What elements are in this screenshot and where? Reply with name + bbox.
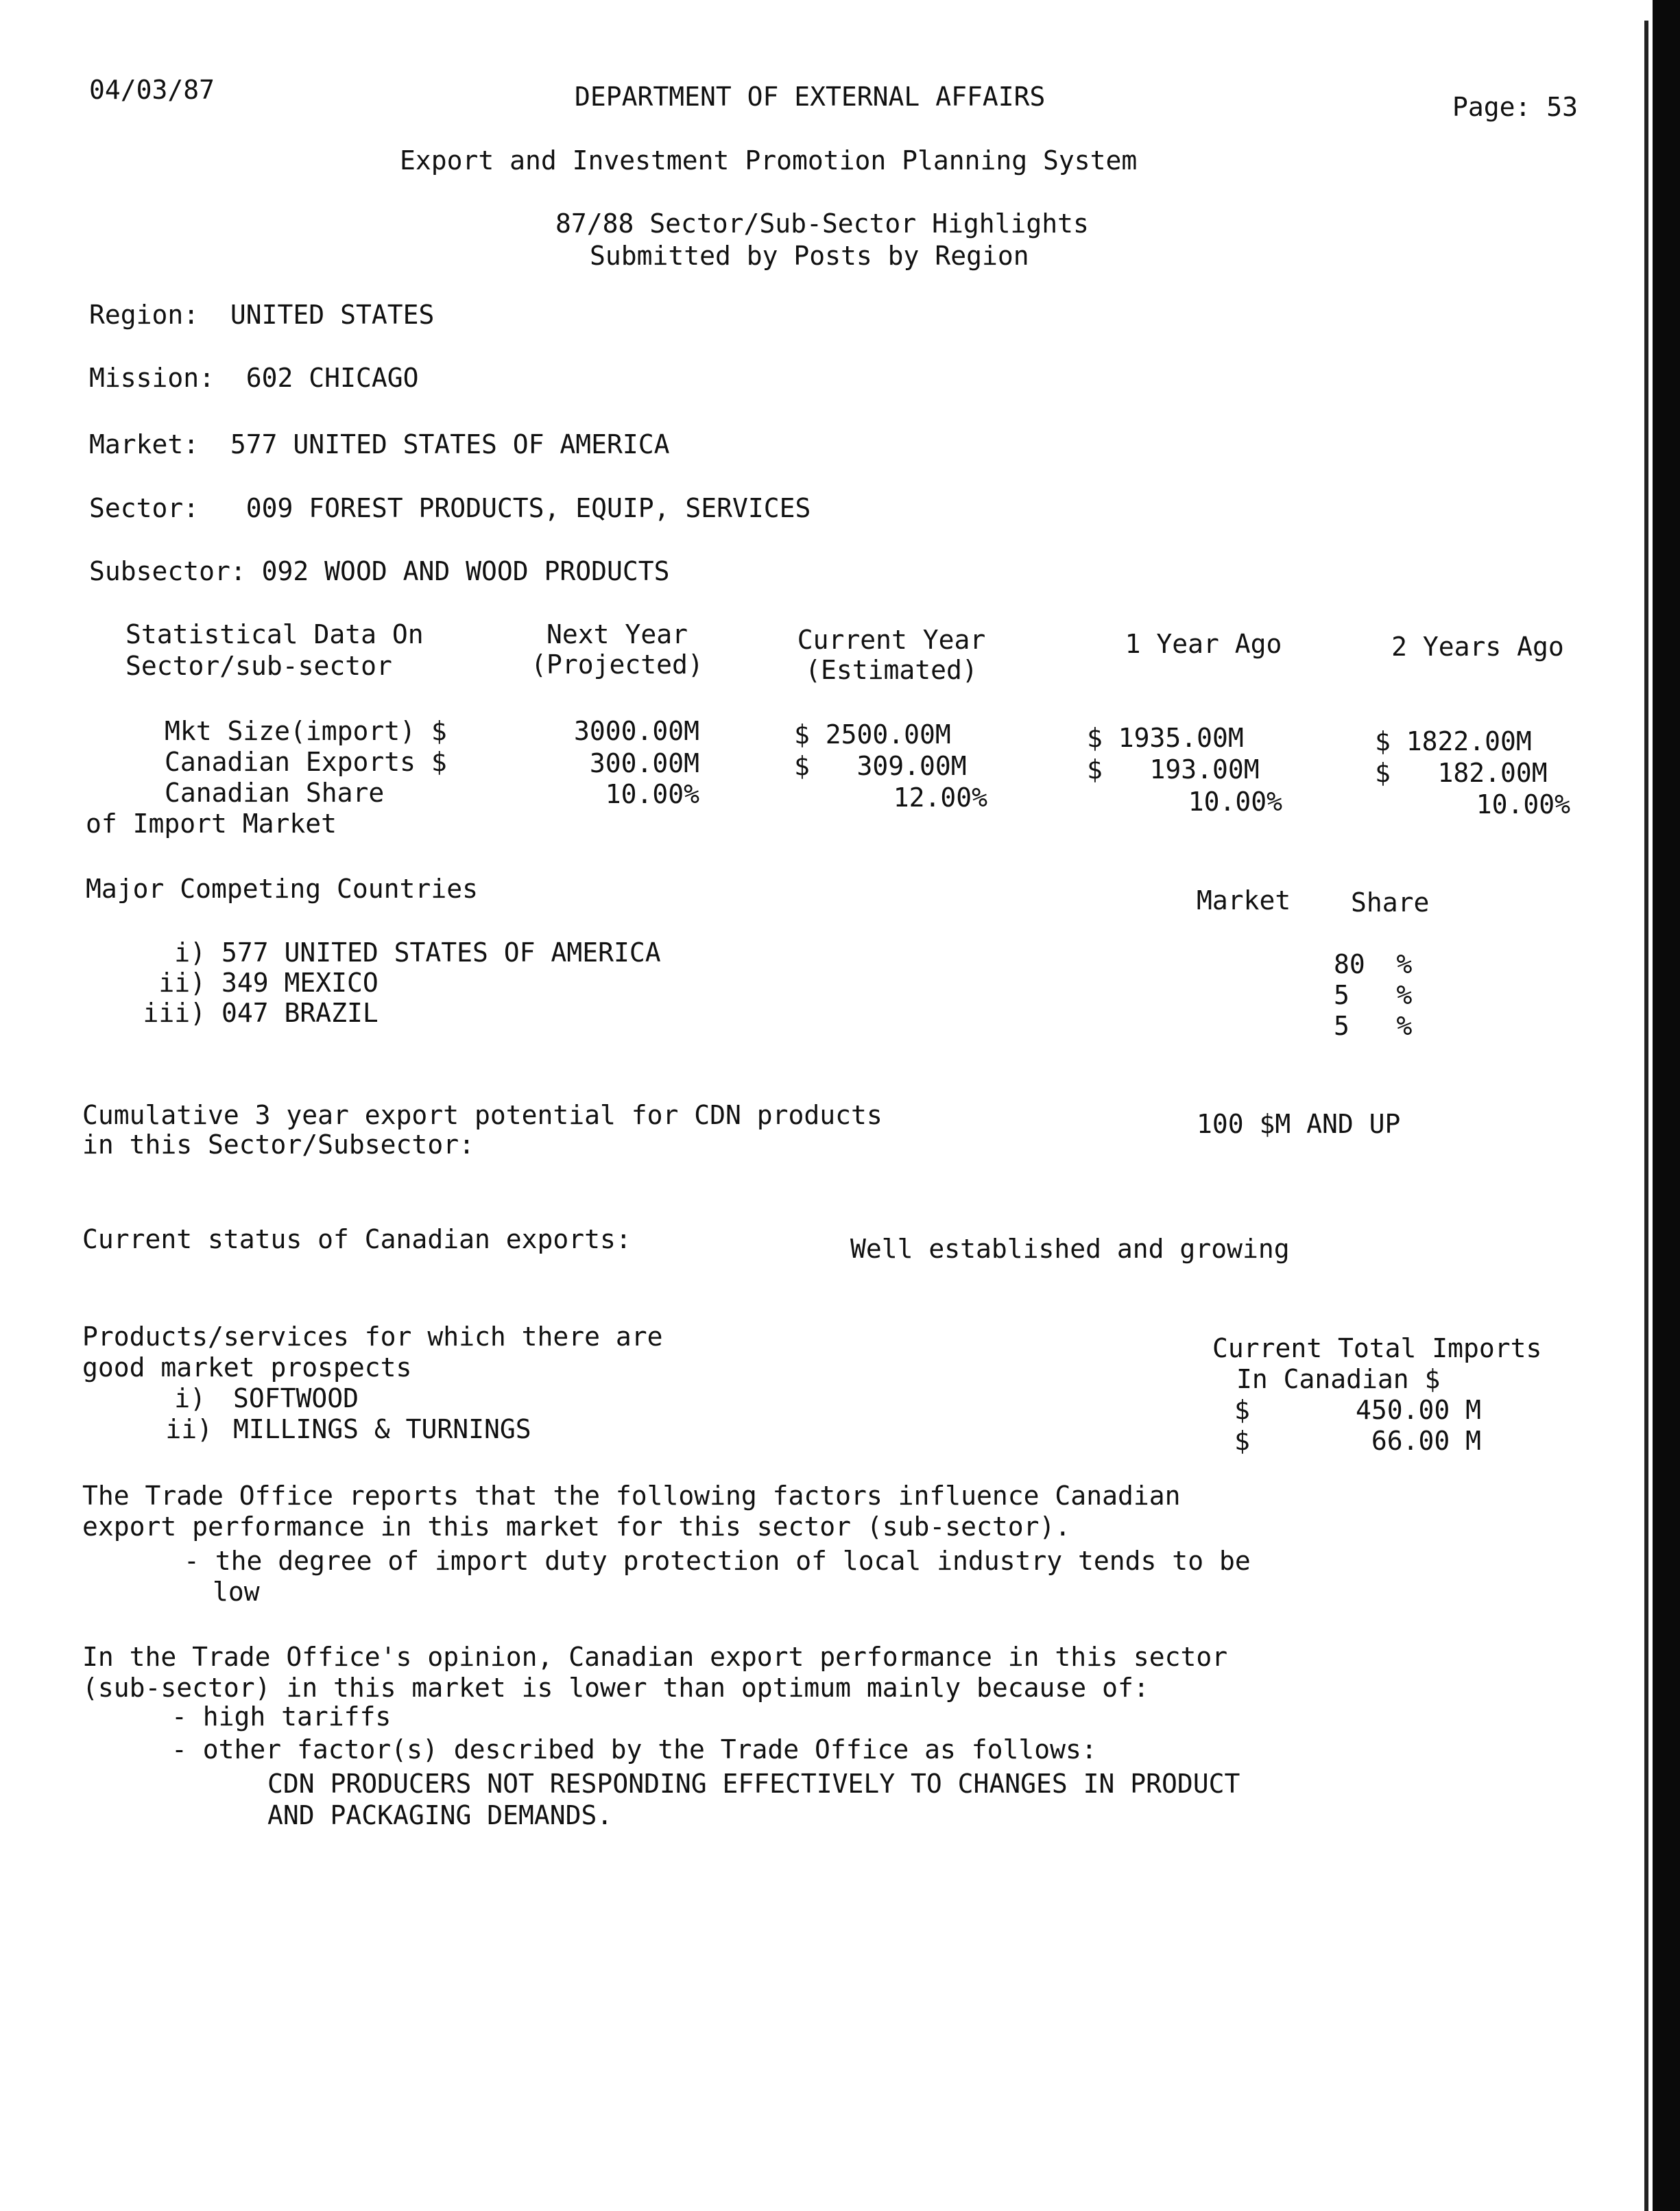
product-index-2: ii) <box>165 1414 213 1444</box>
subsector-label: Subsector: <box>89 556 246 586</box>
col-next-year-line1: Next Year <box>547 619 688 649</box>
market-label: Market: <box>89 429 200 459</box>
region-label: Region: <box>89 300 200 330</box>
imports-header-line2: In Canadian $ <box>1236 1364 1441 1394</box>
col-current-year-line1: Current Year <box>797 625 986 655</box>
mission-field <box>89 363 418 394</box>
competitor-name-3: 047 BRAZIL <box>221 998 379 1028</box>
competitor-name-2: 349 MEXICO <box>221 968 379 998</box>
opinion-line1: In the Trade Office's opinion, Canadian export performance in this sector <box>82 1642 1228 1672</box>
competitor-name-1: 577 UNITED STATES OF AMERICA <box>221 937 661 968</box>
subsector-field <box>89 557 670 587</box>
scan-edge-line <box>1644 21 1648 2211</box>
opinion-detail-line2: AND PACKAGING DEMANDS. <box>267 1800 613 1830</box>
market-field <box>89 430 670 460</box>
sector-field <box>89 494 811 524</box>
opinion-bullet1: - high tariffs <box>171 1701 392 1732</box>
product-currency-1: $ <box>1234 1395 1250 1425</box>
scan-edge <box>1653 0 1680 2211</box>
cell-cdn-exports-next: 300.00M <box>589 748 699 778</box>
share-suffix: of Import Market <box>86 809 337 839</box>
cell-cdn-exports-current: $ 309.00M <box>794 751 967 781</box>
region-field <box>89 300 434 331</box>
opinion-line2: (sub-sector) in this market is lower than optimum mainly because of: <box>82 1673 1149 1703</box>
status-value: Well established and growing <box>850 1234 1290 1264</box>
product-amount-1: 450.00 M <box>1355 1395 1481 1425</box>
cell-cdn-share-2yr: 10.00% <box>1476 789 1570 820</box>
cell-mkt-size-1yr: $ 1935.00M <box>1087 723 1244 753</box>
report-date: 04/03/87 <box>89 75 215 105</box>
stats-header-line2: Sector/sub-sector <box>125 651 392 681</box>
product-name-1: SOFTWOOD <box>233 1383 359 1413</box>
competitor-share-1: 80 % <box>1334 949 1413 979</box>
system-title: Export and Investment Promotion Planning System <box>400 145 1138 176</box>
market-value: 577 UNITED STATES OF AMERICA <box>230 429 670 459</box>
competitors-market-label: Market <box>1197 885 1291 916</box>
mission-value: 602 CHICAGO <box>245 363 419 393</box>
status-label: Current status of Canadian exports: <box>82 1224 632 1254</box>
products-line1: Products/services for which there are <box>82 1322 663 1352</box>
row-label-cdn-exports: Canadian Exports $ <box>165 747 447 777</box>
col-current-year <box>765 625 1018 685</box>
col-next-year <box>507 620 727 680</box>
col-current-year-line2: (Estimated) <box>805 654 978 685</box>
cell-mkt-size-current: $ 2500.00M <box>794 719 951 750</box>
factors-bullet1-line1: - the degree of import duty protection of local industry tends to be <box>184 1546 1251 1576</box>
opinion-detail-line1: CDN PRODUCERS NOT RESPONDING EFFECTIVELY TO CHANGES IN PRODUCT <box>267 1769 1240 1799</box>
page-number: Page: 53 <box>1452 92 1579 122</box>
competitor-share-3: 5 % <box>1334 1011 1413 1041</box>
sector-label: Sector: <box>89 493 200 523</box>
cell-cdn-share-1yr: 10.00% <box>1188 787 1282 817</box>
mission-label: Mission: <box>89 363 215 393</box>
col-one-year-ago <box>1090 630 1317 660</box>
sector-value: 009 FOREST PRODUCTS, EQUIP, SERVICES <box>245 493 811 523</box>
competitor-share-2: 5 % <box>1334 980 1413 1010</box>
cell-cdn-exports-1yr: $ 193.00M <box>1087 754 1260 785</box>
col-two-years-ago-line1: 2 Years Ago <box>1391 632 1564 662</box>
potential-line1: Cumulative 3 year export potential for CDN products <box>82 1100 883 1130</box>
col-one-year-ago-line1: 1 Year Ago <box>1125 629 1282 659</box>
competitors-title: Major Competing Countries <box>86 874 478 904</box>
factors-line2: export performance in this market for this sector (sub-sector). <box>82 1511 1071 1542</box>
row-label-cdn-share: Canadian Share <box>165 778 385 808</box>
potential-value: 100 $M AND UP <box>1197 1109 1401 1139</box>
imports-header-line1: Current Total Imports <box>1212 1333 1542 1363</box>
cell-cdn-share-current: 12.00% <box>893 782 987 813</box>
stats-header-line1: Statistical Data On <box>125 619 424 649</box>
competitor-index-2: ii) <box>158 968 206 998</box>
report-title: 87/88 Sector/Sub-Sector Highlights <box>555 208 1089 239</box>
product-currency-2: $ <box>1234 1426 1250 1456</box>
factors-bullet1-line2: low <box>213 1577 260 1607</box>
opinion-bullet2: - other factor(s) described by the Trade Office as follows: <box>171 1734 1097 1765</box>
col-two-years-ago <box>1365 632 1591 662</box>
row-label-mkt-size: Mkt Size(import) $ <box>165 716 447 746</box>
cell-cdn-exports-2yr: $ 182.00M <box>1375 758 1548 788</box>
product-amount-2: 66.00 M <box>1371 1426 1481 1456</box>
cell-mkt-size-next: 3000.00M <box>573 716 699 746</box>
product-name-2: MILLINGS & TURNINGS <box>233 1414 531 1444</box>
competitors-share-label: Share <box>1351 887 1430 918</box>
department-title: DEPARTMENT OF EXTERNAL AFFAIRS <box>575 82 1046 112</box>
cell-mkt-size-2yr: $ 1822.00M <box>1375 726 1532 756</box>
factors-line1: The Trade Office reports that the following factors influence Canadian <box>82 1481 1181 1511</box>
potential-line2: in this Sector/Subsector: <box>82 1130 475 1160</box>
subsector-value: 092 WOOD AND WOOD PRODUCTS <box>261 556 670 586</box>
competitor-index-1: i) <box>174 937 206 968</box>
cell-cdn-share-next: 10.00% <box>605 779 699 809</box>
report-subtitle: Submitted by Posts by Region <box>590 241 1029 271</box>
products-line2: good market prospects <box>82 1352 412 1383</box>
region-value: UNITED STATES <box>230 300 435 330</box>
col-next-year-line2: (Projected) <box>531 649 704 680</box>
product-index-1: i) <box>174 1383 206 1413</box>
competitor-index-3: iii) <box>143 998 206 1028</box>
